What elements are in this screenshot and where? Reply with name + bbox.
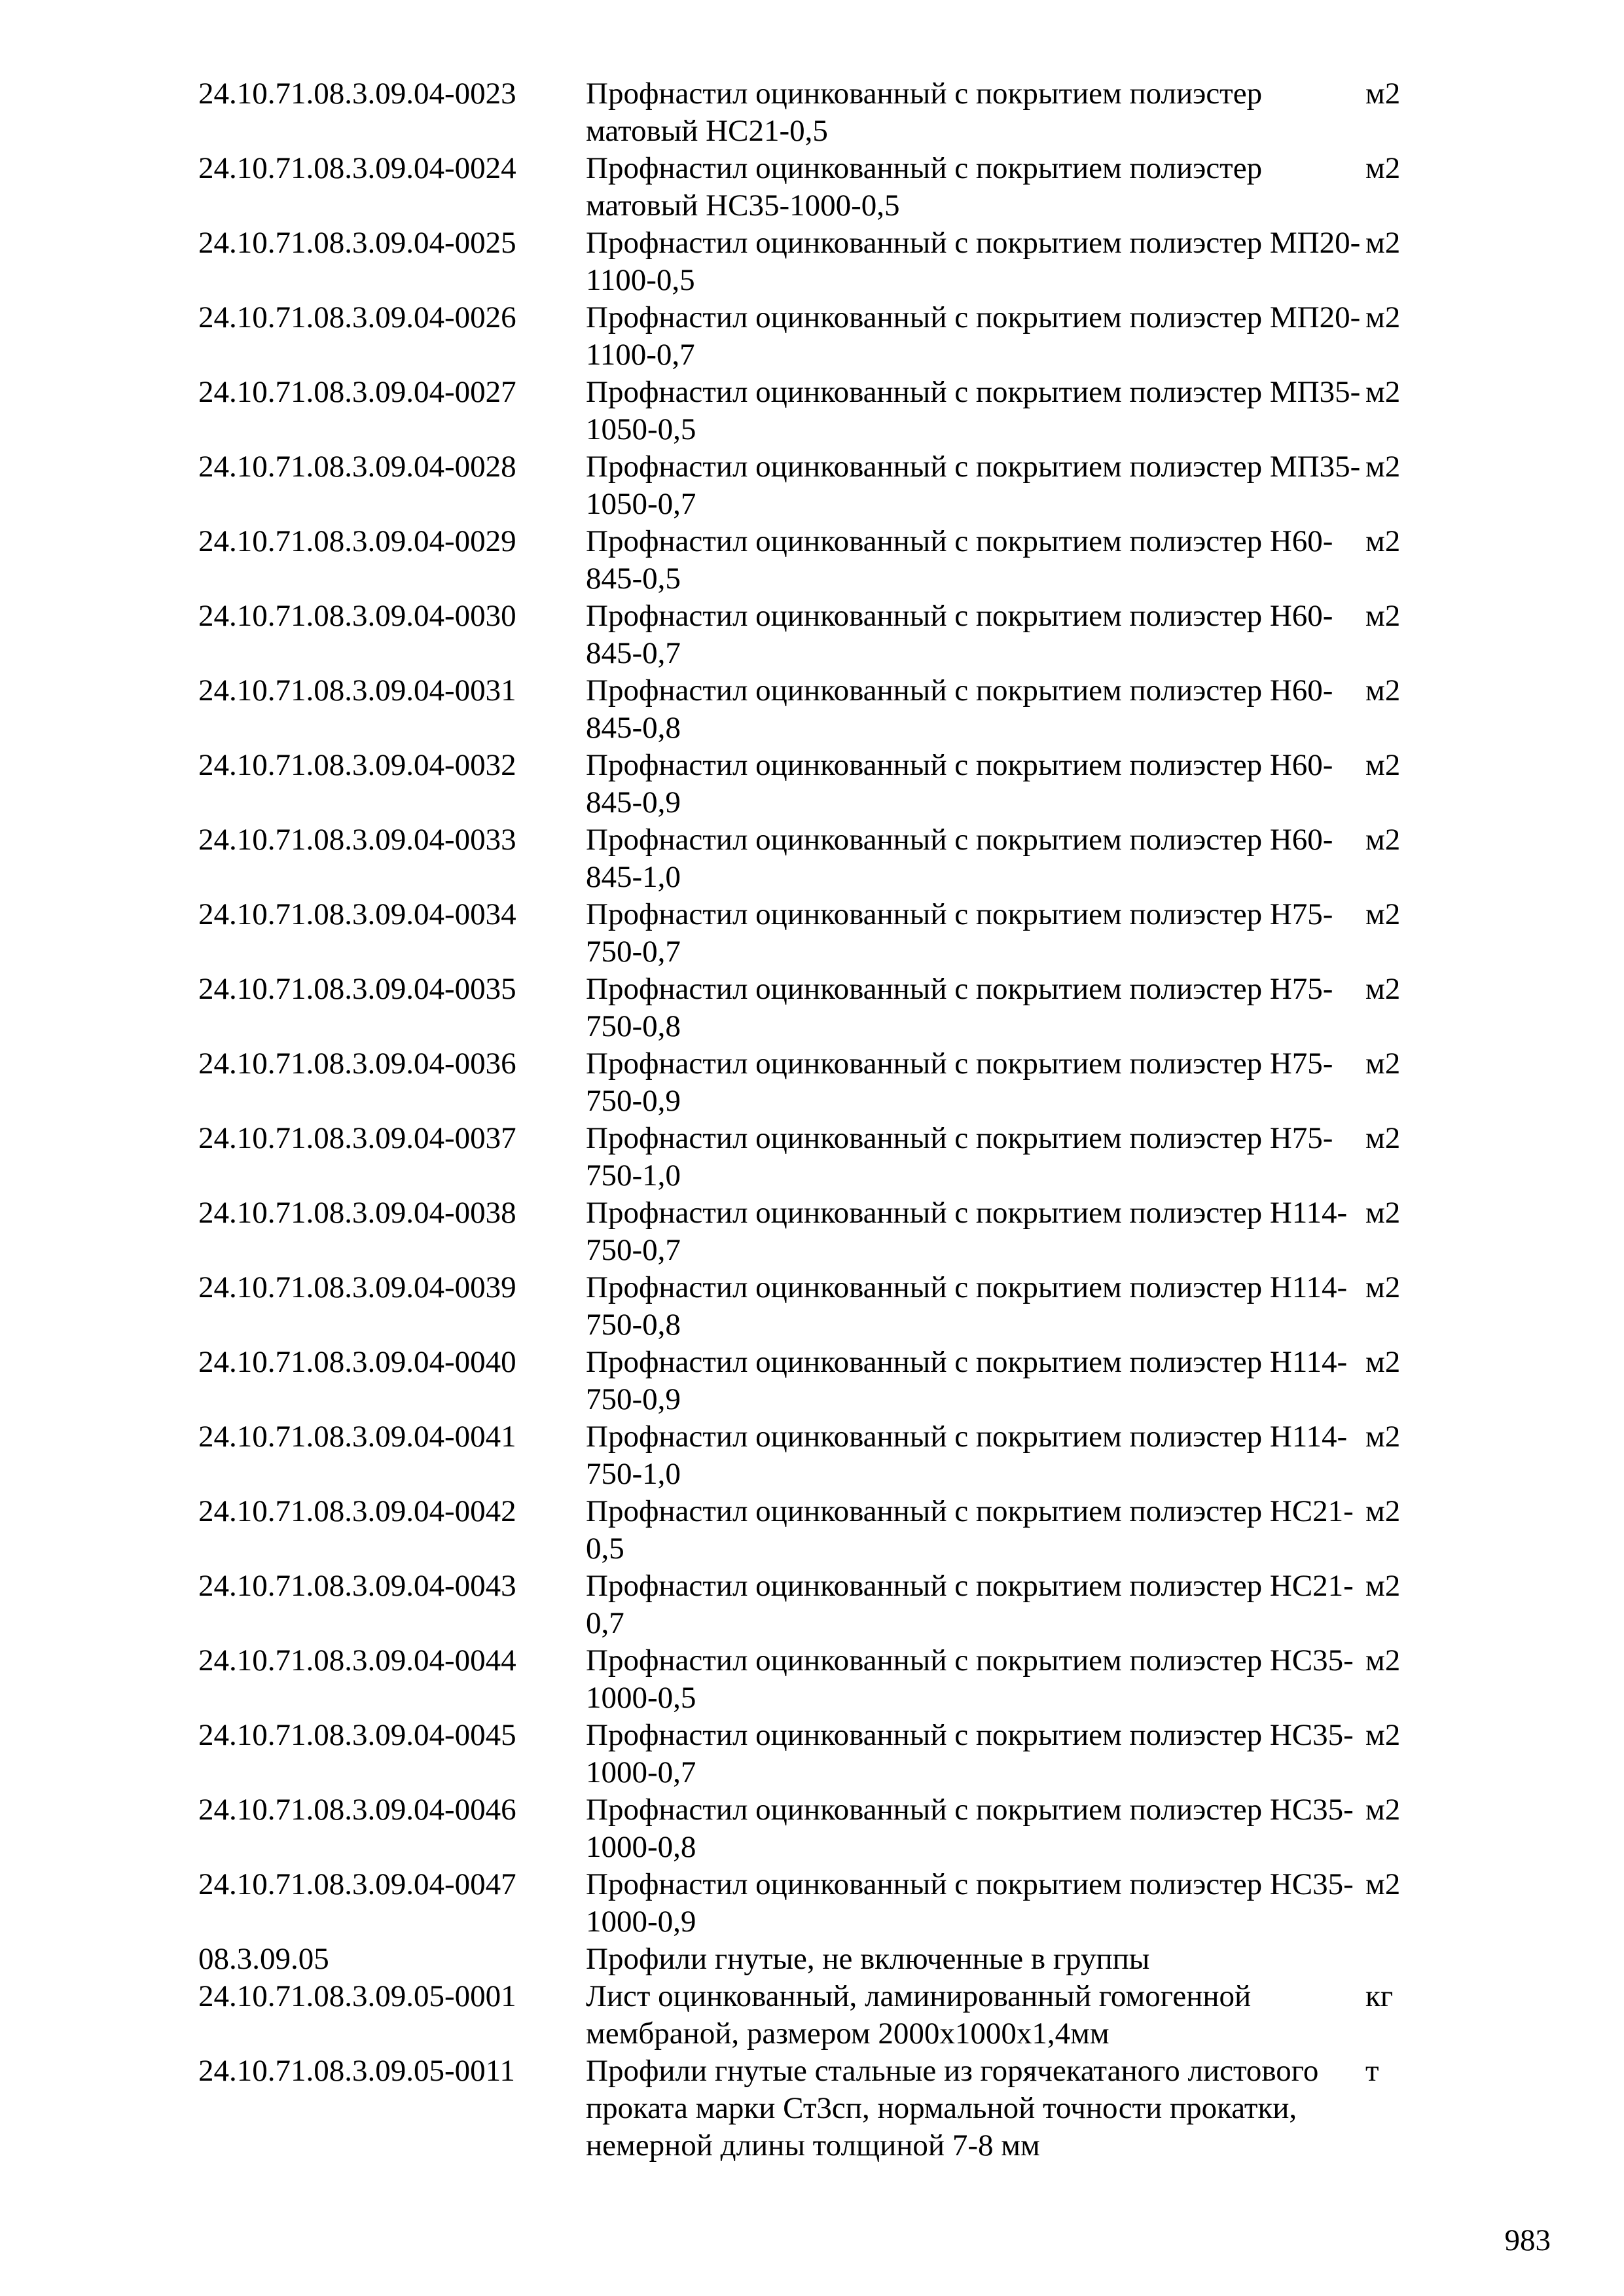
table-row: [0, 1418, 1624, 1493]
row-code: 24.10.71.08.3.09.04-0047: [198, 1867, 516, 1901]
row-code: 24.10.71.08.3.09.05-0001: [198, 1979, 516, 2013]
table-row: [0, 224, 1624, 299]
table-row: [0, 1978, 1624, 2053]
table-row: [0, 1717, 1624, 1791]
row-unit: м2: [1365, 300, 1401, 334]
row-unit: м2: [1365, 823, 1401, 857]
row-code: 24.10.71.08.3.09.04-0023: [198, 77, 516, 111]
row-code: 24.10.71.08.3.09.04-0026: [198, 300, 516, 334]
table-row: [0, 1269, 1624, 1344]
table-row: [0, 1866, 1624, 1941]
row-code: 24.10.71.08.3.09.04-0031: [198, 673, 516, 708]
row-code: 24.10.71.08.3.09.04-0033: [198, 823, 516, 857]
row-unit: м2: [1365, 77, 1401, 111]
row-code: 24.10.71.08.3.09.04-0035: [198, 972, 516, 1006]
row-description: Профнастил оцинкованный с покрытием полиэстер Н60-845-0,5: [586, 524, 1333, 596]
table-row: [0, 2053, 1624, 2164]
row-description: Профнастил оцинкованный с покрытием полиэстер Н60-845-1,0: [586, 823, 1333, 894]
table-row: [0, 1120, 1624, 1194]
table-row: [0, 747, 1624, 821]
row-code: 24.10.71.08.3.09.04-0039: [198, 1270, 516, 1304]
table-row: [0, 896, 1624, 971]
row-description: Профнастил оцинкованный с покрытием полиэстер Н60-845-0,7: [586, 599, 1333, 670]
table-row: [0, 971, 1624, 1045]
row-description: Профнастил оцинкованный с покрытием полиэстер НС21-0,7: [586, 1569, 1354, 1640]
row-unit: м2: [1365, 1643, 1401, 1677]
row-description: Профнастил оцинкованный с покрытием полиэстер Н75-750-0,9: [586, 1047, 1333, 1118]
row-unit: м2: [1365, 1793, 1401, 1827]
table-row: [0, 523, 1624, 598]
page-number: 983: [1504, 2223, 1551, 2257]
row-unit: кг: [1365, 1979, 1394, 2013]
row-description: Профнастил оцинкованный с покрытием полиэстер матовый НС35-1000-0,5: [586, 151, 1263, 223]
row-unit: м2: [1365, 1718, 1401, 1752]
row-description: Профнастил оцинкованный с покрытием полиэстер МП35-1050-0,5: [586, 375, 1361, 446]
row-unit: м2: [1365, 1420, 1401, 1454]
row-code: 24.10.71.08.3.09.04-0037: [198, 1121, 516, 1155]
row-code: 24.10.71.08.3.09.04-0041: [198, 1420, 516, 1454]
row-code: 24.10.71.08.3.09.04-0044: [198, 1643, 516, 1677]
row-description: Профнастил оцинкованный с покрытием полиэстер НС21-0,5: [586, 1494, 1354, 1566]
row-unit: м2: [1365, 897, 1401, 931]
row-unit: м2: [1365, 375, 1401, 409]
row-code: 24.10.71.08.3.09.04-0028: [198, 450, 516, 484]
table-row: [0, 821, 1624, 896]
row-code: 24.10.71.08.3.09.04-0042: [198, 1494, 516, 1528]
row-description: Профнастил оцинкованный с покрытием полиэстер Н75-750-1,0: [586, 1121, 1333, 1193]
row-description: Профнастил оцинкованный с покрытием полиэстер Н114-750-0,7: [586, 1196, 1348, 1267]
table-row: [0, 1344, 1624, 1418]
row-description: Профнастил оцинкованный с покрытием полиэстер Н75-750-0,7: [586, 897, 1333, 969]
row-unit: м2: [1365, 1569, 1401, 1603]
row-unit: м2: [1365, 748, 1401, 782]
row-description: Профнастил оцинкованный с покрытием полиэстер Н60-845-0,8: [586, 673, 1333, 745]
group-title: Профили гнутые, не включенные в группы: [586, 1942, 1150, 1976]
row-description: Профнастил оцинкованный с покрытием полиэстер НС35-1000-0,5: [586, 1643, 1354, 1715]
table-row: [0, 75, 1624, 150]
table-row: [0, 672, 1624, 747]
row-unit: м2: [1365, 599, 1401, 633]
row-code: 24.10.71.08.3.09.04-0030: [198, 599, 516, 633]
table-row: [0, 299, 1624, 374]
row-code: 24.10.71.08.3.09.04-0036: [198, 1047, 516, 1081]
row-description: Профнастил оцинкованный с покрытием полиэстер Н114-750-1,0: [586, 1420, 1348, 1491]
row-unit: м2: [1365, 1345, 1401, 1379]
table-row: [0, 1194, 1624, 1269]
row-code: 24.10.71.08.3.09.05-0011: [198, 2054, 515, 2088]
row-unit: м2: [1365, 1121, 1401, 1155]
row-code: 24.10.71.08.3.09.04-0043: [198, 1569, 516, 1603]
row-description: Профнастил оцинкованный с покрытием полиэстер матовый НС21-0,5: [586, 77, 1263, 148]
row-code: 24.10.71.08.3.09.04-0032: [198, 748, 516, 782]
row-description: Профнастил оцинкованный с покрытием полиэстер Н114-750-0,9: [586, 1345, 1348, 1416]
row-unit: т: [1365, 2054, 1379, 2088]
row-unit: м2: [1365, 226, 1401, 260]
table-row: [0, 448, 1624, 523]
table-row: [0, 1045, 1624, 1120]
row-code: 24.10.71.08.3.09.04-0029: [198, 524, 516, 558]
row-description: Профнастил оцинкованный с покрытием полиэстер Н114-750-0,8: [586, 1270, 1348, 1342]
row-description: Профнастил оцинкованный с покрытием полиэстер НС35-1000-0,8: [586, 1793, 1354, 1864]
row-code: 24.10.71.08.3.09.04-0045: [198, 1718, 516, 1752]
table-row: [0, 1568, 1624, 1642]
row-unit: м2: [1365, 673, 1401, 708]
row-unit: м2: [1365, 1494, 1401, 1528]
row-code: 24.10.71.08.3.09.04-0038: [198, 1196, 516, 1230]
row-code: 24.10.71.08.3.09.04-0034: [198, 897, 516, 931]
row-unit: м2: [1365, 450, 1401, 484]
row-unit: м2: [1365, 972, 1401, 1006]
row-unit: м2: [1365, 151, 1401, 185]
row-description: Профнастил оцинкованный с покрытием полиэстер НС35-1000-0,7: [586, 1718, 1354, 1789]
table-row: [0, 374, 1624, 448]
row-description: Профнастил оцинкованный с покрытием полиэстер НС35-1000-0,9: [586, 1867, 1354, 1939]
table-row: [0, 150, 1624, 224]
table-row: [0, 1791, 1624, 1866]
row-description: Профили гнутые стальные из горячекатаного листового проката марки Ст3сп, нормальной точности прокатки, немерной длины толщиной 7-8 мм: [586, 2054, 1319, 2162]
row-code: 24.10.71.08.3.09.04-0046: [198, 1793, 516, 1827]
row-description: Лист оцинкованный, ламинированный гомогенной мембраной, размером 2000х1000х1,4мм: [586, 1979, 1252, 2051]
row-unit: м2: [1365, 1196, 1401, 1230]
row-unit: м2: [1365, 1867, 1401, 1901]
table-row: [0, 1642, 1624, 1717]
row-unit: м2: [1365, 1047, 1401, 1081]
group-code: 08.3.09.05: [198, 1942, 329, 1976]
row-description: Профнастил оцинкованный с покрытием полиэстер МП20-1100-0,7: [586, 300, 1361, 372]
table-row: [0, 1493, 1624, 1568]
row-unit: м2: [1365, 524, 1401, 558]
row-unit: м2: [1365, 1270, 1401, 1304]
row-description: Профнастил оцинкованный с покрытием полиэстер Н60-845-0,9: [586, 748, 1333, 819]
row-code: 24.10.71.08.3.09.04-0040: [198, 1345, 516, 1379]
group-heading-row: [0, 1941, 1624, 1978]
row-description: Профнастил оцинкованный с покрытием полиэстер МП35-1050-0,7: [586, 450, 1361, 521]
row-code: 24.10.71.08.3.09.04-0024: [198, 151, 516, 185]
row-description: Профнастил оцинкованный с покрытием полиэстер МП20-1100-0,5: [586, 226, 1361, 297]
row-code: 24.10.71.08.3.09.04-0027: [198, 375, 516, 409]
row-description: Профнастил оцинкованный с покрытием полиэстер Н75-750-0,8: [586, 972, 1333, 1043]
table-row: [0, 598, 1624, 672]
row-code: 24.10.71.08.3.09.04-0025: [198, 226, 516, 260]
price-list-table: [0, 75, 1624, 2164]
